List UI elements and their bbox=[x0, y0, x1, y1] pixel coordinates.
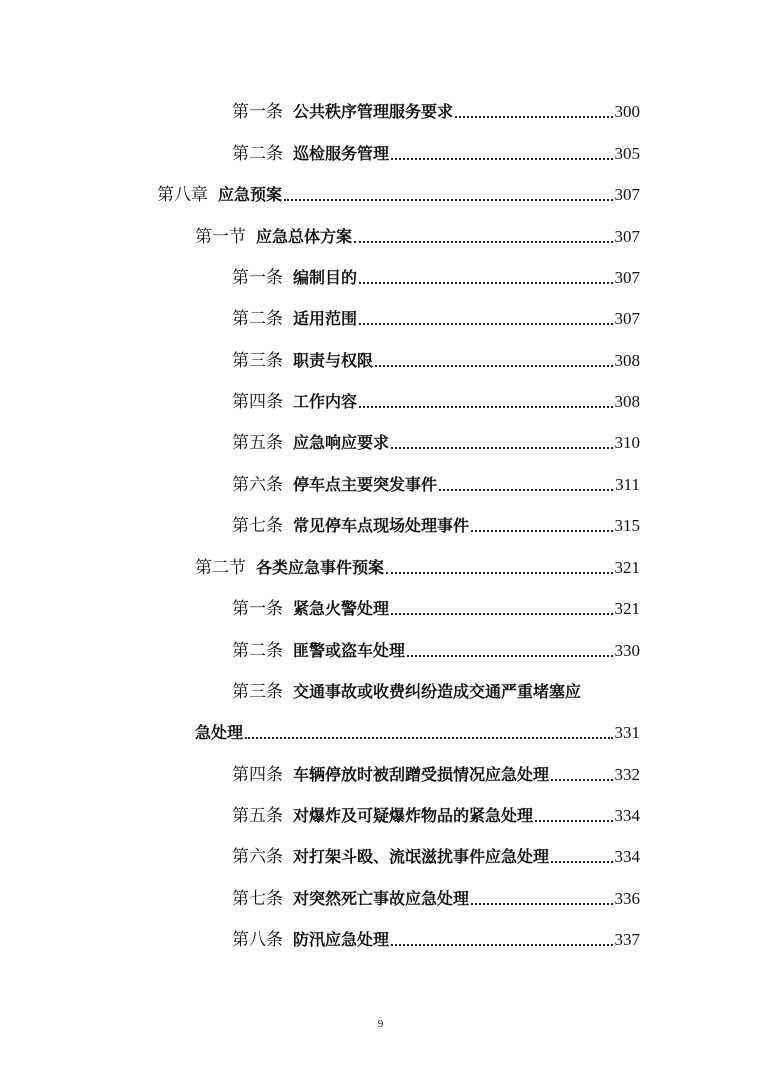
toc-entry[interactable] bbox=[232, 634, 640, 662]
toc-entry-label: 第四条 bbox=[232, 765, 283, 784]
toc-leader-dots bbox=[391, 447, 612, 449]
toc-entry-label: 第一条 bbox=[232, 599, 283, 618]
toc-entry-label: 第八章 bbox=[157, 185, 208, 204]
toc-entry[interactable] bbox=[232, 137, 640, 165]
toc-leader-dots bbox=[359, 323, 612, 325]
toc-entry-label: 第三条 bbox=[232, 682, 283, 701]
toc-entry-page: 308 bbox=[614, 351, 640, 370]
toc-entry-page: 307 bbox=[614, 309, 640, 328]
toc-entry-title: 应急响应要求 bbox=[293, 433, 390, 452]
toc-entry-title: 匪警或盗车处理 bbox=[293, 641, 406, 660]
toc-entry-continuation[interactable] bbox=[195, 716, 640, 744]
toc-entry-page: 330 bbox=[614, 641, 640, 660]
toc-entry-title: 编制目的 bbox=[293, 268, 358, 287]
toc-entry-label: 第一节 bbox=[195, 227, 246, 246]
toc-entry-page: 310 bbox=[614, 433, 640, 452]
toc-entry-label: 第二条 bbox=[232, 641, 283, 660]
toc-entry-page: 307 bbox=[614, 185, 640, 204]
toc-entry[interactable] bbox=[232, 758, 640, 786]
toc-entry-title: 职责与权限 bbox=[293, 351, 374, 370]
toc-entry[interactable] bbox=[232, 799, 640, 827]
toc-entry-title: 各类应急事件预案 bbox=[256, 558, 385, 577]
toc-entry-section[interactable] bbox=[195, 220, 640, 248]
toc-entry-page: 300 bbox=[614, 102, 640, 121]
toc-entry-title: 对突然死亡事故应急处理 bbox=[293, 889, 470, 908]
toc-entry[interactable] bbox=[232, 426, 640, 454]
toc-entry[interactable] bbox=[232, 923, 640, 951]
toc-leader-dots bbox=[407, 655, 612, 657]
toc-leader-dots bbox=[551, 861, 612, 863]
toc-leader-dots bbox=[551, 779, 612, 781]
toc-entry[interactable] bbox=[232, 261, 640, 289]
toc-entry-page: 331 bbox=[614, 723, 640, 742]
toc-entry-label: 第一条 bbox=[232, 102, 283, 121]
toc-entry-title: 公共秩序管理服务要求 bbox=[293, 102, 454, 121]
toc-entry-title: 巡检服务管理 bbox=[293, 144, 390, 163]
toc-entry-label: 第八条 bbox=[232, 930, 283, 949]
toc-entry-page: 336 bbox=[614, 889, 640, 908]
toc-entry-label: 第二条 bbox=[232, 144, 283, 163]
toc-entry-label: 第三条 bbox=[232, 351, 283, 370]
page-number: 9 bbox=[377, 1018, 384, 1030]
toc-entry-page: 307 bbox=[614, 227, 640, 246]
toc-entry-page: 334 bbox=[614, 847, 640, 866]
toc-entry-page: 334 bbox=[614, 806, 640, 825]
toc-entry[interactable] bbox=[232, 302, 640, 330]
toc-leader-dots bbox=[471, 903, 612, 905]
toc-entry-label: 第五条 bbox=[232, 806, 283, 825]
toc-entry-title: 应急总体方案 bbox=[256, 227, 353, 246]
toc-entry-title: 急处理 bbox=[195, 723, 244, 742]
toc-entry[interactable] bbox=[232, 385, 640, 413]
toc-entry[interactable] bbox=[232, 840, 640, 868]
toc-entry-chapter[interactable] bbox=[157, 178, 640, 206]
toc-leader-dots bbox=[386, 572, 612, 574]
toc-entry-page: 337 bbox=[614, 930, 640, 949]
toc-leader-dots bbox=[375, 365, 612, 367]
toc-leader-dots bbox=[359, 406, 612, 408]
toc-entry-title: 常见停车点现场处理事件 bbox=[293, 516, 470, 535]
toc-leader-dots bbox=[455, 116, 612, 118]
toc-entry-title: 车辆停放时被刮蹭受损情况应急处理 bbox=[293, 765, 550, 784]
toc-entry-title: 停车点主要突发事件 bbox=[293, 475, 438, 494]
toc-entry-label: 第七条 bbox=[232, 516, 283, 535]
toc-leader-dots bbox=[391, 158, 612, 160]
toc-leader-dots bbox=[439, 489, 613, 491]
toc-entry[interactable] bbox=[232, 592, 640, 620]
toc-entry-title: 对爆炸及可疑爆炸物品的紧急处理 bbox=[293, 806, 534, 825]
toc-leader-dots bbox=[245, 737, 612, 739]
toc-entry[interactable] bbox=[232, 509, 640, 537]
toc-entry-label: 第一条 bbox=[232, 268, 283, 287]
toc-entry-label: 第二条 bbox=[232, 309, 283, 328]
toc-entry-label: 第五条 bbox=[232, 433, 283, 452]
toc-entry-page: 315 bbox=[614, 516, 640, 535]
toc-entry[interactable] bbox=[232, 468, 640, 496]
toc-entry[interactable] bbox=[232, 675, 640, 703]
toc-entry-page: 311 bbox=[615, 475, 640, 494]
toc-entry-label: 第四条 bbox=[232, 392, 283, 411]
toc-entry-title: 适用范围 bbox=[293, 309, 358, 328]
toc-entry-title: 交通事故或收费纠纷造成交通严重堵塞应 bbox=[293, 682, 582, 701]
toc-entry-page: 307 bbox=[614, 268, 640, 287]
toc-entry-page: 308 bbox=[614, 392, 640, 411]
toc-entry-section[interactable] bbox=[195, 551, 640, 579]
toc-entry-page: 305 bbox=[614, 144, 640, 163]
toc-leader-dots bbox=[471, 530, 612, 532]
toc-entry-title: 紧急火警处理 bbox=[293, 599, 390, 618]
toc-entry-title: 对打架斗殴、流氓滋扰事件应急处理 bbox=[293, 847, 550, 866]
toc-entry-label: 第二节 bbox=[195, 558, 246, 577]
toc-entry-page: 332 bbox=[614, 765, 640, 784]
toc-leader-dots bbox=[359, 282, 612, 284]
toc-leader-dots bbox=[391, 944, 612, 946]
toc-entry-page: 321 bbox=[614, 558, 640, 577]
toc-leader-dots bbox=[535, 820, 612, 822]
toc-entry[interactable] bbox=[232, 95, 640, 123]
toc-leader-dots bbox=[284, 199, 612, 201]
toc-entry-label: 第六条 bbox=[232, 475, 283, 494]
toc-entry[interactable] bbox=[232, 882, 640, 910]
toc-entry-label: 第六条 bbox=[232, 847, 283, 866]
toc-entry-page: 321 bbox=[614, 599, 640, 618]
toc-entry-title: 防汛应急处理 bbox=[293, 930, 390, 949]
toc-leader-dots bbox=[354, 241, 612, 243]
toc-leader-dots bbox=[391, 613, 612, 615]
toc-entry[interactable] bbox=[232, 344, 640, 372]
toc-entry-title: 工作内容 bbox=[293, 392, 358, 411]
toc-entry-title: 应急预案 bbox=[218, 185, 283, 204]
toc-entry-label: 第七条 bbox=[232, 889, 283, 908]
